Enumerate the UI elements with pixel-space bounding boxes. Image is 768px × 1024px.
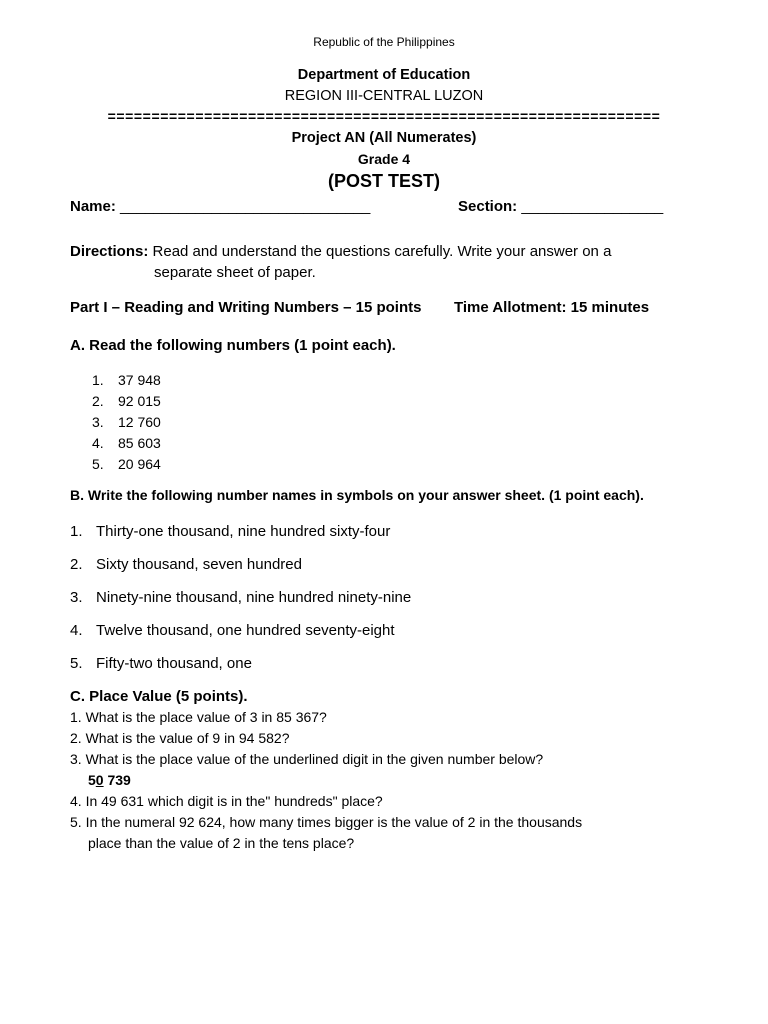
list-item — [70, 655, 252, 672]
list-item — [70, 523, 390, 540]
list-item — [70, 589, 411, 606]
directions — [70, 243, 611, 260]
name-label: Name: — [70, 198, 116, 215]
list-item-number: 4. — [70, 622, 83, 639]
test-type-title: (POST TEST) — [328, 171, 440, 191]
name-blank-line[interactable]: ______________________________ — [120, 198, 371, 215]
directions-text-1: Read and understand the questions carefully. Write your answer on a — [152, 243, 612, 260]
list-item — [92, 372, 161, 388]
section-a-title: A. Read the following numbers (1 point each). — [70, 337, 396, 354]
list-item — [92, 393, 161, 409]
list-item-number: 1. — [92, 372, 104, 388]
question-3: 3. What is the place value of the underlined digit in the given number below? — [70, 751, 544, 767]
department-title: Department of Education — [297, 67, 471, 83]
underlined-digit: 0 — [95, 772, 104, 788]
question-4: 4. In 49 631 which digit is in the" hundreds" place? — [70, 793, 383, 809]
project-title: Project AN (All Numerates) — [291, 130, 477, 146]
list-item-number: 3. — [92, 414, 104, 430]
list-item-number: 2. — [70, 556, 83, 573]
number-part: 5 — [88, 772, 96, 788]
list-item — [92, 456, 161, 472]
list-item — [70, 622, 395, 639]
section-field — [458, 198, 663, 215]
list-item-number: 5. — [70, 655, 83, 672]
region-line: REGION III-CENTRAL LUZON — [284, 88, 484, 104]
list-item-text: 85 603 — [118, 435, 161, 451]
list-item-number: 2. — [92, 393, 104, 409]
list-item-text: 20 964 — [118, 456, 161, 472]
question-5-line-1: 5. In the numeral 92 624, how many times bigger is the value of 2 in the thousands — [70, 814, 583, 830]
separator-line: =============================================================== — [107, 108, 661, 124]
republic-line: Republic of the Philippines — [313, 35, 455, 49]
section-c-title: C. Place Value (5 points). — [70, 688, 248, 705]
list-item-text: Sixty thousand, seven hundred — [96, 556, 302, 573]
part1-title: Part I – Reading and Writing Numbers – 15 points — [70, 299, 422, 316]
section-blank-line[interactable]: _________________ — [521, 198, 664, 215]
question-2: 2. What is the value of 9 in 94 582? — [70, 730, 290, 746]
section-label: Section: — [458, 198, 518, 215]
list-item — [92, 435, 161, 451]
question-5-line-2: place than the value of 2 in the tens place? — [88, 835, 355, 851]
list-item-number: 4. — [92, 435, 104, 451]
list-item-number: 5. — [92, 456, 104, 472]
name-field — [70, 198, 370, 215]
question-1: 1. What is the place value of 3 in 85 367? — [70, 709, 327, 725]
list-item-text: 92 015 — [118, 393, 161, 409]
list-item-text: Ninety-nine thousand, nine hundred ninety-nine — [96, 589, 412, 606]
list-item-number: 1. — [70, 523, 83, 540]
list-item — [92, 414, 161, 430]
section-b-title: B. Write the following number names in symbols on your answer sheet. (1 point each). — [70, 487, 644, 503]
list-item-text: 12 760 — [118, 414, 161, 430]
directions-text-2: separate sheet of paper. — [154, 264, 316, 281]
grade-label: Grade 4 — [357, 151, 411, 167]
part1-time: Time Allotment: 15 minutes — [454, 299, 650, 316]
list-item-text: Twelve thousand, one hundred seventy-eight — [96, 622, 395, 639]
list-item-text: 37 948 — [118, 372, 161, 388]
list-item-number: 3. — [70, 589, 83, 606]
list-item-text: Fifty-two thousand, one — [96, 655, 252, 672]
directions-label: Directions: — [70, 243, 149, 260]
list-item-text: Thirty-one thousand, nine hundred sixty-four — [96, 523, 391, 540]
number-part: 739 — [103, 772, 131, 788]
question-3-number — [88, 772, 131, 788]
list-item — [70, 556, 302, 573]
